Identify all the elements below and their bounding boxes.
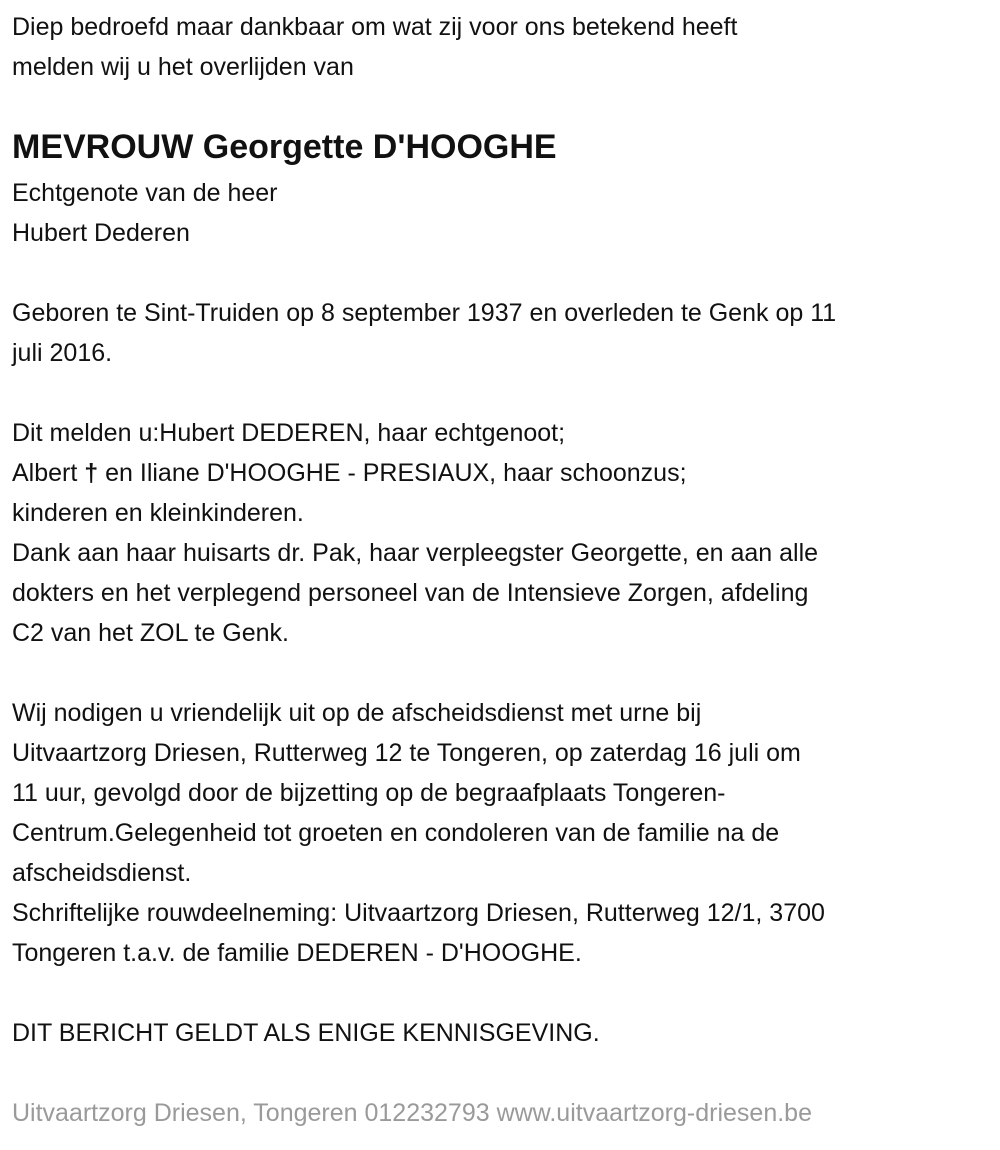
footer-contact: Uitvaartzorg Driesen, Tongeren 012232793 www.uitvaartzorg-driesen.be (12, 1099, 812, 1127)
intro-line: Diep bedroefd maar dankbaar om wat zij voor ons betekend heeft (12, 13, 738, 41)
family-line: kinderen en kleinkinderen. (12, 499, 304, 527)
service-line: afscheidsdienst. (12, 859, 192, 887)
birth-death-line: Geboren te Sint-Truiden op 8 september 1937 en overleden te Genk op 11 (12, 299, 837, 327)
spouse-line: Echtgenote van de heer (12, 179, 278, 207)
spouse-line: Hubert Dederen (12, 219, 190, 247)
birth-death-line: juli 2016. (12, 339, 113, 367)
deceased-name-title: MEVROUW Georgette D'HOOGHE (12, 128, 557, 166)
condolence-line: Tongeren t.a.v. de familie DEDEREN - D'HOOGHE. (12, 939, 582, 967)
family-text: Albert (12, 459, 85, 487)
thanks-line: Dank aan haar huisarts dr. Pak, haar verpleegster Georgette, en aan alle (12, 539, 819, 567)
notice-line: DIT BERICHT GELDT ALS ENIGE KENNISGEVING. (12, 1019, 600, 1047)
service-line: Uitvaartzorg Driesen, Rutterweg 12 te Tongeren, op zaterdag 16 juli om (12, 739, 801, 767)
service-line: Centrum.Gelegenheid tot groeten en condoleren van de familie na de (12, 819, 780, 847)
thanks-line: dokters en het verplegend personeel van de Intensieve Zorgen, afdeling (12, 579, 809, 607)
service-line: Wij nodigen u vriendelijk uit op de afscheidsdienst met urne bij (12, 699, 702, 727)
service-line: 11 uur, gevolgd door de bijzetting op de begraafplaats Tongeren- (12, 779, 726, 807)
condolence-line: Schriftelijke rouwdeelneming: Uitvaartzorg Driesen, Rutterweg 12/1, 3700 (12, 899, 825, 927)
thanks-line: C2 van het ZOL te Genk. (12, 619, 289, 647)
intro-line: melden wij u het overlijden van (12, 53, 354, 81)
family-line (12, 453, 1000, 493)
family-line: Dit melden u:Hubert DEDEREN, haar echtgenoot; (12, 419, 566, 447)
family-text: en Iliane D'HOOGHE - PRESIAUX, haar schoonzus; (98, 459, 687, 487)
cross-icon: † (84, 459, 99, 487)
